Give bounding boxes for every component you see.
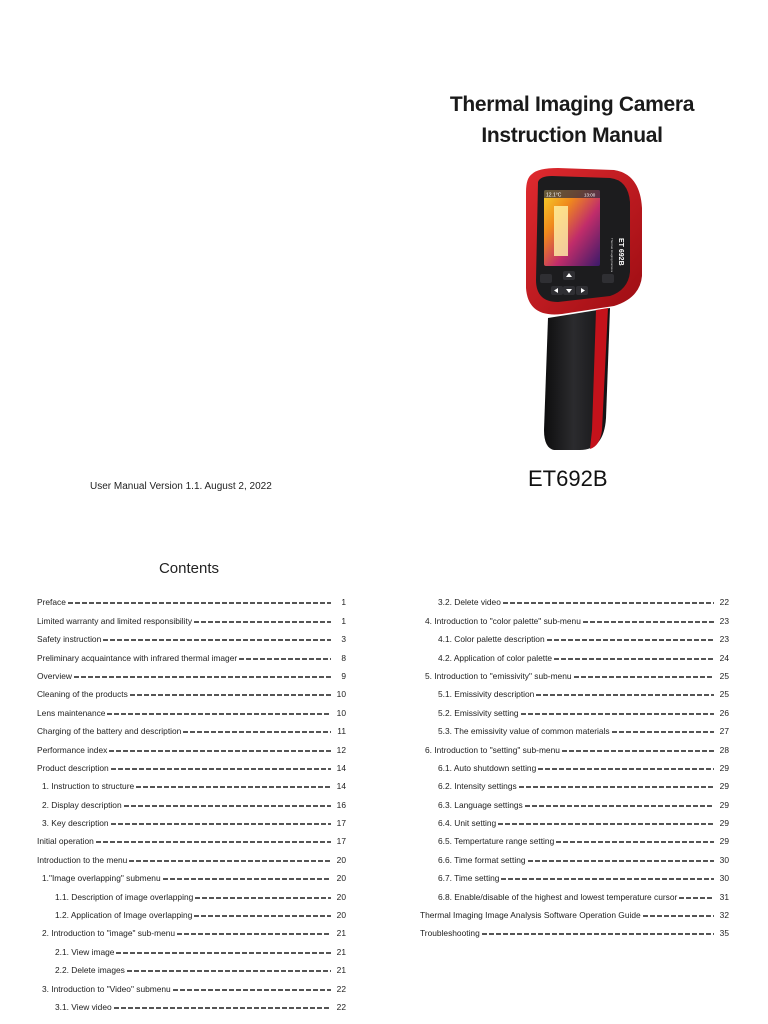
- toc-entry-label: Overview: [37, 670, 72, 681]
- toc-entry-page: 3: [341, 634, 346, 645]
- toc-leader: [583, 621, 714, 623]
- toc-entry-page: 29: [719, 781, 729, 792]
- toc-leader: [547, 639, 714, 641]
- toc-entry-label: 6.5. Tempertature range setting: [438, 836, 555, 847]
- toc-leader: [643, 915, 714, 917]
- toc-entry-label: 3. Introduction to "Video" submenu: [42, 983, 171, 994]
- toc-entry-page: 20: [336, 854, 346, 865]
- toc-entry: [420, 589, 729, 607]
- contents-heading: Contents: [158, 560, 220, 577]
- toc-entry-page: 30: [719, 854, 729, 865]
- toc-entry-page: 17: [336, 818, 346, 829]
- toc-leader: [129, 860, 331, 862]
- toc-leader: [127, 970, 331, 972]
- toc-entry: [37, 699, 346, 717]
- toc-entry-page: 9: [341, 670, 346, 681]
- toc-entry-label: 1.2. Application of Image overlapping: [55, 910, 193, 921]
- toc-entry-page: 20: [336, 910, 346, 921]
- toc-entry-label: 6. Introduction to "setting" sub-menu: [425, 744, 560, 755]
- toc-entry-label: 4. Introduction to "color palette" sub-menu: [425, 615, 581, 626]
- screen-temp-text: 12.1°C: [546, 192, 562, 199]
- toc-entry-page: 29: [719, 799, 729, 810]
- toc-leader: [538, 768, 714, 770]
- toc-leader: [136, 786, 331, 788]
- toc-entry-page: 10: [336, 707, 346, 718]
- toc-leader: [574, 676, 714, 678]
- toc-leader: [183, 731, 331, 733]
- toc-entry-label: 3.2. Delete video: [438, 597, 501, 608]
- toc-entry-label: 3.1. View video: [55, 1001, 112, 1012]
- toc-leader: [556, 841, 714, 843]
- toc-leader: [107, 713, 331, 715]
- toc-entry: [37, 810, 346, 828]
- toc-leader: [194, 915, 331, 917]
- toc-entry: [420, 755, 729, 773]
- toc-leader: [111, 768, 331, 770]
- toc-entry-label: Introduction to the menu: [37, 854, 128, 865]
- toc-entry-page: 21: [336, 928, 346, 939]
- manual-version: User Manual Version 1.1. August 2, 2022: [90, 481, 272, 492]
- toc-entry-page: 32: [719, 910, 729, 921]
- toc-entry: [37, 828, 346, 846]
- toc-entry-page: 23: [719, 634, 729, 645]
- toc-leader: [519, 786, 714, 788]
- toc-entry-label: 4.1. Color palette description: [438, 634, 545, 645]
- toc-entry-page: 26: [719, 707, 729, 718]
- device-sub-label: Thermal Imaging Camera: [610, 238, 614, 273]
- toc-entry: [420, 846, 729, 864]
- left-soft-button: [540, 274, 552, 283]
- toc-leader: [68, 602, 331, 604]
- toc-entry-page: 30: [719, 873, 729, 884]
- toc-leader: [536, 694, 714, 696]
- toc-leader: [525, 805, 714, 807]
- toc-entry: [420, 699, 729, 717]
- toc-entry-label: 2. Display description: [42, 799, 122, 810]
- toc-leader: [503, 602, 714, 604]
- toc-entry-page: 29: [719, 762, 729, 773]
- toc-entry-page: 29: [719, 836, 729, 847]
- toc-leader: [679, 897, 714, 899]
- toc-entry: [37, 883, 346, 901]
- toc-entry-label: Thermal Imaging Image Analysis Software Operation Guide: [420, 910, 641, 921]
- toc-entry: [37, 755, 346, 773]
- toc-entry-page: 35: [719, 928, 729, 939]
- toc-entry-label: 3. Key description: [42, 818, 109, 829]
- toc-entry-label: 5.1. Emissivity description: [438, 689, 535, 700]
- toc-entry: [37, 957, 346, 975]
- toc-entry-page: 23: [719, 615, 729, 626]
- toc-entry-label: Performance index: [37, 744, 108, 755]
- toc-entry-label: Charging of the battery and description: [37, 726, 182, 737]
- toc-entry-page: 31: [719, 891, 729, 902]
- toc-entry-page: 8: [341, 652, 346, 663]
- toc-entry-label: Preliminary acquaintance with infrared thermal imager: [37, 652, 238, 663]
- toc-entry-label: Product description: [37, 762, 109, 773]
- screen-hotspot: [554, 206, 568, 256]
- toc-leader: [74, 676, 331, 678]
- toc-leader: [528, 860, 714, 862]
- toc-entry-label: 6.8. Enable/disable of the highest and lowest temperature cursor: [438, 891, 678, 902]
- toc-entry: [37, 938, 346, 956]
- toc-entry: [420, 865, 729, 883]
- toc-leader: [195, 897, 331, 899]
- toc-entry: [37, 791, 346, 809]
- toc-entry-label: 5. Introduction to "emissivity" sub-menu: [425, 670, 572, 681]
- toc-entry: [420, 791, 729, 809]
- toc-entry-page: 10: [336, 689, 346, 700]
- toc-leader: [111, 823, 331, 825]
- toc-entry-page: 21: [336, 946, 346, 957]
- toc-entry-label: Limited warranty and limited responsibility: [37, 615, 193, 626]
- toc-entry-label: Safety instruction: [37, 634, 102, 645]
- toc-entry-label: 6.3. Language settings: [438, 799, 523, 810]
- toc-entry-page: 25: [719, 670, 729, 681]
- toc-entry-page: 21: [336, 965, 346, 976]
- toc-entry: [37, 975, 346, 993]
- model-number: ET692B: [528, 466, 608, 491]
- toc-entry: [420, 718, 729, 736]
- toc-leader: [109, 750, 331, 752]
- toc-entry-page: 11: [337, 726, 346, 737]
- toc-right-column: [420, 589, 729, 938]
- toc-entry: [37, 644, 346, 662]
- toc-entry-label: 5.2. Emissivity setting: [438, 707, 519, 718]
- toc-leader: [130, 694, 331, 696]
- toc-leader: [482, 933, 714, 935]
- toc-entry-label: Lens maintenance: [37, 707, 106, 718]
- right-soft-button: [602, 274, 614, 283]
- toc-entry: [37, 589, 346, 607]
- manual-title-line2: Instruction Manual: [481, 124, 663, 147]
- device-brand-label: ET 692B: [617, 238, 624, 266]
- toc-entry: [420, 681, 729, 699]
- toc-entry-label: 6.6. Time format setting: [438, 854, 526, 865]
- toc-entry: [420, 920, 729, 938]
- toc-entry: [420, 773, 729, 791]
- toc-entry-page: 14: [336, 781, 346, 792]
- camera-screen: [544, 190, 600, 266]
- toc-entry-page: 14: [336, 762, 346, 773]
- toc-entry-label: 1. Instruction to structure: [42, 781, 135, 792]
- toc-entry-page: 27: [719, 726, 729, 737]
- toc-entry-page: 28: [719, 744, 729, 755]
- toc-entry: [37, 663, 346, 681]
- toc-leader: [194, 621, 331, 623]
- toc-entry-page: 29: [719, 818, 729, 829]
- screen-time-text: 13:00: [584, 192, 596, 198]
- toc-entry: [37, 681, 346, 699]
- toc-left-column: [37, 589, 346, 1012]
- toc-entry-page: 25: [719, 689, 729, 700]
- toc-leader: [116, 952, 331, 954]
- toc-entry-page: 16: [336, 799, 346, 810]
- toc-entry-page: 20: [336, 891, 346, 902]
- toc-entry-page: 1: [341, 615, 346, 626]
- toc-entry-page: 22: [336, 983, 346, 994]
- toc-entry-page: 22: [719, 597, 729, 608]
- manual-title-line1: Thermal Imaging Camera: [449, 93, 695, 116]
- thermal-camera-image: [518, 168, 644, 454]
- toc-entry-label: 1.1. Description of image overlapping: [55, 891, 194, 902]
- toc-entry: [420, 883, 729, 901]
- toc-entry: [37, 846, 346, 864]
- toc-entry-page: 20: [336, 873, 346, 884]
- toc-entry: [420, 607, 729, 625]
- toc-leader: [562, 750, 714, 752]
- toc-entry: [37, 773, 346, 791]
- toc-entry: [420, 736, 729, 754]
- toc-leader: [163, 878, 331, 880]
- toc-entry: [37, 607, 346, 625]
- toc-leader: [177, 933, 331, 935]
- toc-leader: [124, 805, 331, 807]
- toc-entry: [37, 718, 346, 736]
- toc-entry-label: 6.4. Unit setting: [438, 818, 497, 829]
- toc-leader: [96, 841, 331, 843]
- toc-entry: [37, 626, 346, 644]
- toc-entry-label: 2.1. View image: [55, 946, 115, 957]
- toc-entry: [37, 994, 346, 1012]
- toc-entry: [37, 865, 346, 883]
- toc-entry: [37, 920, 346, 938]
- toc-entry-page: 1: [341, 597, 346, 608]
- toc-leader: [612, 731, 714, 733]
- toc-leader: [521, 713, 714, 715]
- toc-entry-label: 6.7. Time setting: [438, 873, 500, 884]
- toc-entry-label: 6.2. Intensity settings: [438, 781, 517, 792]
- toc-entry-label: 2. Introduction to "image" sub-menu: [42, 928, 176, 939]
- toc-entry: [420, 626, 729, 644]
- toc-entry-label: Cleaning of the products: [37, 689, 128, 700]
- toc-entry-page: 17: [336, 836, 346, 847]
- toc-entry: [420, 828, 729, 846]
- toc-entry-page: 24: [719, 652, 729, 663]
- toc-entry-page: 22: [336, 1001, 346, 1012]
- toc-leader: [239, 658, 331, 660]
- toc-entry: [37, 736, 346, 754]
- toc-entry-label: 1."Image overlapping" submenu: [42, 873, 161, 884]
- toc-entry: [420, 644, 729, 662]
- toc-entry: [420, 902, 729, 920]
- toc-entry-label: Initial operation: [37, 836, 94, 847]
- toc-entry-label: Troubleshooting: [420, 928, 480, 939]
- toc-entry: [420, 810, 729, 828]
- toc-leader: [114, 1007, 331, 1009]
- toc-entry-label: 2.2. Delete images: [55, 965, 125, 976]
- toc-entry: [37, 902, 346, 920]
- toc-entry-label: 5.3. The emissivity value of common materials: [438, 726, 610, 737]
- toc-leader: [173, 989, 331, 991]
- toc-leader: [103, 639, 331, 641]
- toc-leader: [501, 878, 714, 880]
- toc-entry-label: Preface: [37, 597, 66, 608]
- toc-leader: [554, 658, 714, 660]
- toc-leader: [498, 823, 714, 825]
- toc-entry-page: 12: [336, 744, 346, 755]
- toc-entry-label: 4.2. Application of color palette: [438, 652, 553, 663]
- toc-entry-label: 6.1. Auto shutdown setting: [438, 762, 537, 773]
- toc-entry: [420, 663, 729, 681]
